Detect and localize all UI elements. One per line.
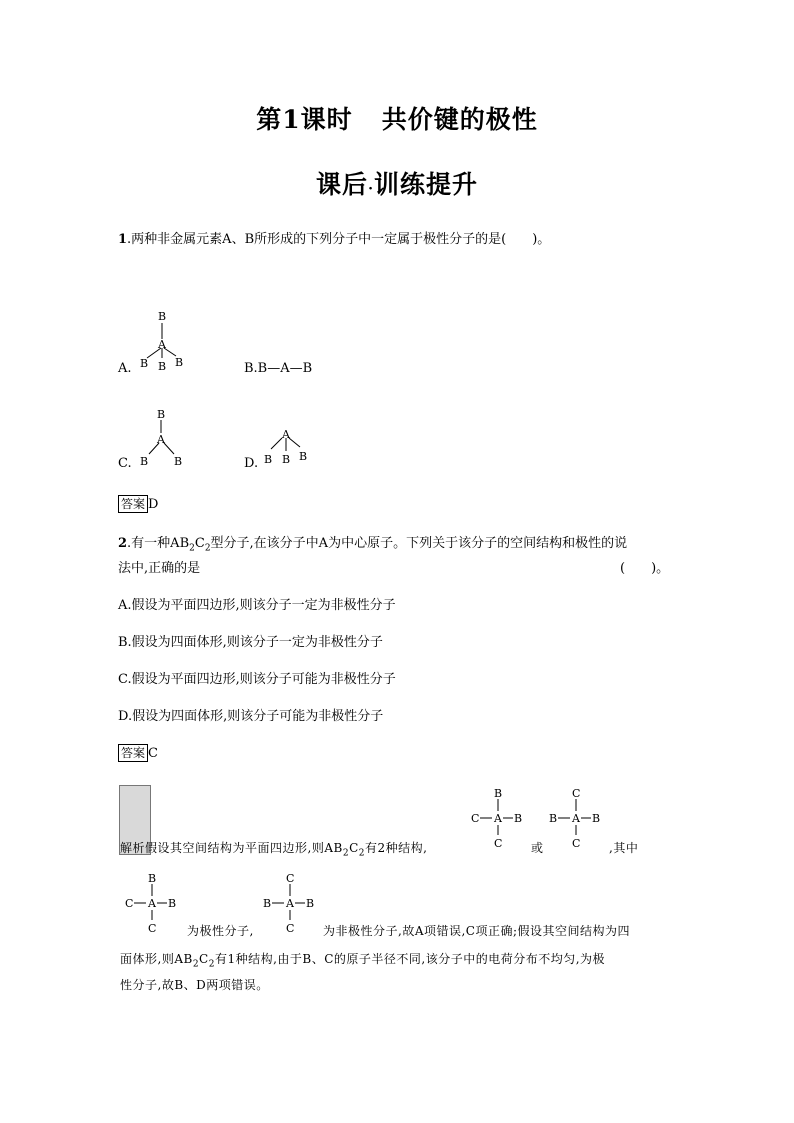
explanation-polar: 为极性分子,: [187, 924, 254, 938]
q2-option-a: A.假设为平面四边形,则该分子一定为非极性分子: [118, 598, 396, 613]
atom-b: B: [148, 872, 157, 885]
explanation-label: 解析: [120, 841, 146, 855]
atom-b: B: [157, 408, 166, 421]
q1-option-d-label: D.: [244, 456, 259, 471]
q2-option-d: D.假设为四面体形,则该分子可能为非极性分子: [118, 709, 384, 724]
explanation-text: 面体形,则AB: [120, 952, 193, 966]
question-2-paren: ( )。: [620, 561, 670, 576]
explanation-which: ,其中: [609, 841, 639, 855]
atom-c: C: [494, 837, 503, 850]
subscript: 2: [208, 959, 215, 970]
atom-b: B: [306, 897, 315, 910]
atom-a: A: [157, 433, 165, 446]
subscript: 2: [192, 959, 200, 970]
subtitle-a: 课后: [316, 170, 369, 199]
explanation-nonpolar: 为非极性分子,故A项错误,C项正确;假设其空间结构为四: [323, 924, 631, 938]
atom-a: A: [572, 812, 580, 825]
atom-b: B: [263, 897, 272, 910]
explanation-text: 有2种结构,: [364, 841, 428, 855]
section-subtitle: [0, 165, 794, 201]
explanation-text: 假设其空间结构为平面四边形,则AB: [145, 841, 343, 855]
q1-option-b: B.B—A—B: [244, 361, 313, 376]
q2-answer: [118, 747, 158, 760]
explanation-line-1: [120, 839, 427, 858]
subscript: 2: [189, 543, 195, 554]
explanation-or: 或: [531, 841, 544, 855]
question-2-text: C: [194, 536, 205, 551]
atom-b: B: [514, 812, 523, 825]
explanation-text: 有1种结构,由于B、C的原子半径不同,该分子中的电荷分布不均匀,为极: [214, 952, 606, 966]
atom-b: B: [282, 453, 291, 466]
answer-value: C: [148, 746, 158, 761]
question-2-text: .有一种AB: [127, 536, 190, 551]
answer-label: 答案: [118, 495, 148, 513]
question-2: [118, 537, 627, 554]
question-1: [118, 233, 550, 246]
atom-b: B: [140, 357, 149, 370]
atom-b: B: [592, 812, 601, 825]
atom-a: A: [282, 428, 290, 441]
atom-b: B: [299, 450, 308, 463]
subscript: 2: [358, 848, 365, 859]
explanation-text: C: [199, 952, 209, 966]
q1-answer: [118, 498, 158, 511]
atom-c: C: [148, 922, 157, 935]
atom-a: A: [286, 897, 294, 910]
subtitle-b: 训练提升: [373, 170, 478, 199]
atom-b: B: [174, 455, 183, 468]
atom-c: C: [572, 787, 581, 800]
explanation-text: C: [349, 841, 359, 855]
atom-c: C: [125, 897, 134, 910]
title-part1: 第1课时: [256, 105, 353, 134]
title-part2: 共价键的极性: [381, 105, 538, 134]
q1-option-c-label: C.: [118, 456, 132, 471]
answer-label: 答案: [118, 744, 148, 762]
atom-b: B: [264, 453, 273, 466]
atom-c: C: [286, 872, 295, 885]
atom-b: B: [494, 787, 503, 800]
atom-b: B: [158, 310, 167, 323]
q2-option-c: C.假设为平面四边形,则该分子可能为非极性分子: [118, 672, 396, 687]
atom-c: C: [572, 837, 581, 850]
q1-option-c-structure: [132, 405, 212, 485]
question-2-number: 2: [118, 536, 128, 551]
q2-option-b: B.假设为四面体形,则该分子一定为非极性分子: [118, 635, 383, 650]
atom-a: A: [494, 812, 502, 825]
q1-option-d-structure: [258, 425, 338, 505]
explanation-line-3: [120, 950, 605, 969]
question-1-number: 1: [118, 232, 128, 247]
subtitle-dot: ·: [368, 181, 374, 197]
atom-b: B: [158, 360, 167, 373]
atom-a: A: [158, 338, 166, 351]
atom-b: B: [168, 897, 177, 910]
answer-value: D: [148, 497, 159, 512]
q1-option-a-structure: [130, 305, 210, 385]
atom-c: C: [286, 922, 295, 935]
atom-b: B: [140, 455, 149, 468]
q1-option-a-label: A.: [118, 361, 132, 376]
lesson-title: [0, 100, 794, 136]
atom-a: A: [148, 897, 156, 910]
question-1-text: .两种非金属元素A、B所形成的下列分子中一定属于极性分子的是( )。: [127, 232, 551, 247]
atom-c: C: [471, 812, 480, 825]
subscript: 2: [342, 848, 350, 859]
subscript: 2: [204, 543, 211, 554]
explanation-line-4: 性分子,故B、D两项错误。: [120, 978, 269, 992]
atom-b: B: [175, 356, 184, 369]
question-2-text: 型分子,在该分子中A为中心原子。下列关于该分子的空间结构和极性的说: [210, 536, 628, 551]
atom-b: B: [549, 812, 558, 825]
question-2-line2: 法中,正确的是: [118, 561, 201, 576]
